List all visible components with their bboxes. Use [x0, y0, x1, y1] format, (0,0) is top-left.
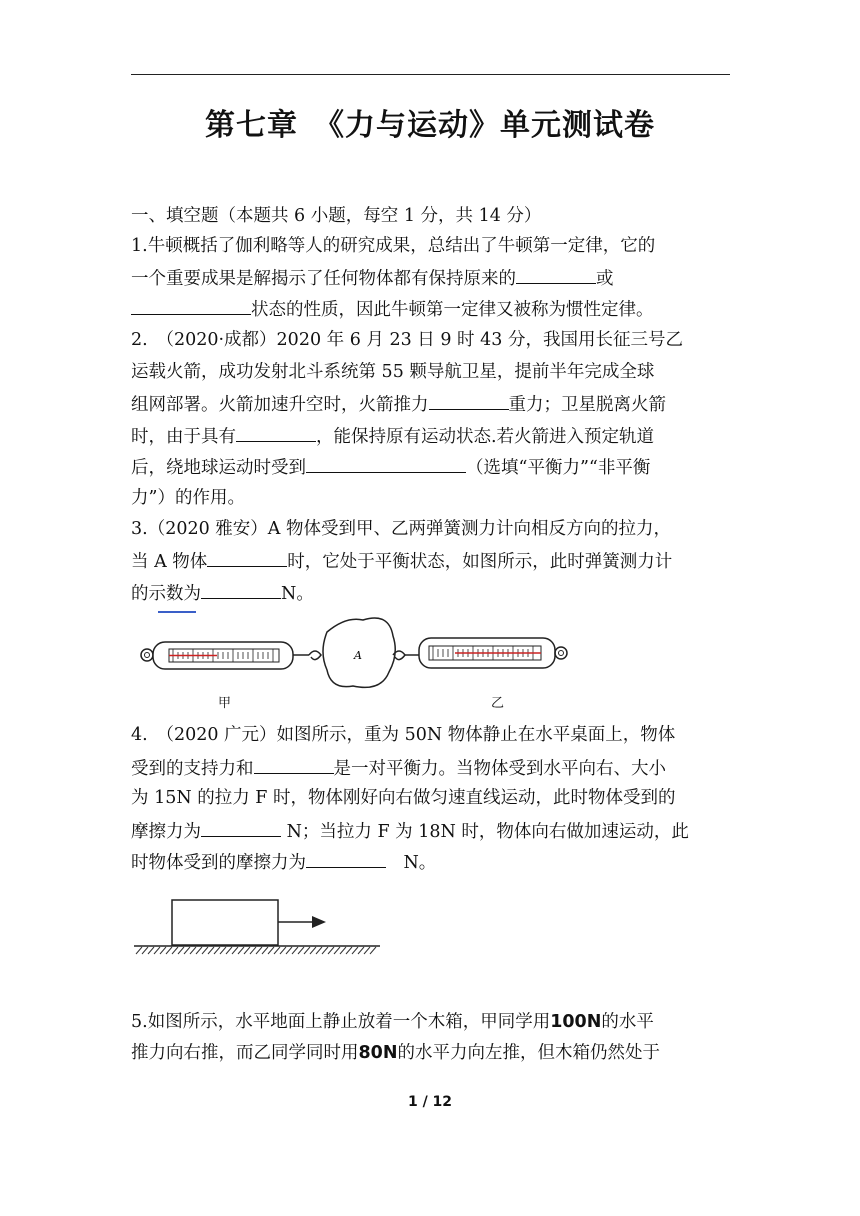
object-a-label: A — [354, 649, 362, 662]
q4-line-1: 4. （2020 广元）如图所示，重为 50N 物体静止在水平桌面上，物体 — [131, 725, 676, 745]
q4-blank-1[interactable] — [254, 755, 334, 774]
q4-text-4b: N；当拉力 F 为 18N 时，物体向右做加速运动，此 — [281, 822, 689, 842]
page-number: 1 / 12 — [407, 1094, 453, 1110]
right-ring — [555, 647, 567, 659]
q5-text-1c: 的水平 — [601, 1012, 654, 1032]
q4-text-5a: 时物体受到的摩擦力为 — [131, 853, 306, 873]
q3-text-3a: 的示数为 — [131, 584, 201, 604]
q2-text-4a: 时，由于具有 — [131, 427, 236, 447]
section-heading: 一、填空题（本题共 6 小题，每空 1 分，共 14 分） — [131, 206, 542, 226]
q2-line-4 — [131, 423, 654, 449]
spring-scale-figure — [131, 612, 581, 692]
q3-line-3 — [131, 580, 314, 606]
page-title: 第七章 《力与运动》单元测试卷 — [205, 108, 655, 143]
q2-line-1: 2. （2020·成都）2020 年 6 月 23 日 9 时 43 分，我国用长征三号乙 — [131, 330, 683, 350]
ground-hatching — [136, 947, 376, 954]
q3-blank-1[interactable] — [207, 548, 287, 567]
q5-text-2c: 的水平力向左推，但木箱仍然处于 — [397, 1043, 660, 1063]
q2-line-2: 运载火箭，成功发射北斗系统第 55 颗导航卫星，提前半年完成全球 — [131, 362, 655, 382]
q4-text-2b: 是一对平衡力。当物体受到水平向右、大小 — [333, 759, 666, 779]
block — [172, 900, 278, 945]
q3-line-2 — [131, 548, 672, 574]
q1-line-3 — [131, 296, 654, 322]
q1-blank-2[interactable] — [131, 296, 251, 315]
header-rule — [131, 74, 730, 75]
q4-blank-3[interactable] — [306, 849, 386, 868]
left-ring — [141, 649, 153, 661]
q5-force-80n: 80N — [358, 1043, 398, 1063]
q4-blank-2[interactable] — [201, 818, 281, 837]
arrow-head — [312, 916, 326, 928]
q1-line-2 — [131, 265, 614, 291]
caption-jia: 甲 — [218, 696, 232, 711]
q1-text-3: 状态的性质，因此牛顿第一定律又被称为惯性定律。 — [251, 300, 654, 320]
q2-line-3 — [131, 391, 666, 417]
q4-line-2 — [131, 755, 666, 781]
q1-line-1: 1.牛顿概括了伽利略等人的研究成果，总结出了牛顿第一定律，它的 — [131, 236, 656, 256]
q2-text-5b: （选填“平衡力”“非平衡 — [466, 458, 651, 478]
q2-blank-3[interactable] — [306, 454, 466, 473]
q2-line-5 — [131, 454, 650, 480]
left-hook — [309, 651, 321, 660]
q4-text-5b: N。 — [386, 853, 437, 873]
q5-text-2a: 推力向右推，而乙同学同时用 — [131, 1043, 359, 1063]
q1-text-2a: 一个重要成果是解揭示了任何物体都有保持原来的 — [131, 269, 516, 289]
q4-line-3: 为 15N 的拉力 F 时，物体刚好向右做匀速直线运动，此时物体受到的 — [131, 788, 676, 808]
block-force-figure — [134, 896, 384, 962]
q4-line-5 — [131, 849, 436, 875]
q1-text-2b: 或 — [596, 269, 614, 289]
q4-text-2a: 受到的支持力和 — [131, 759, 254, 779]
q2-text-3b: 重力；卫星脱离火箭 — [508, 395, 666, 415]
q3-text-2a: 当 A 物体 — [131, 552, 208, 572]
q4-line-4 — [131, 818, 689, 844]
q2-text-5a: 后，绕地球运动时受到 — [131, 458, 306, 478]
q5-line-1 — [131, 1010, 654, 1034]
q5-text-1a: 5.如图所示，水平地面上静止放着一个木箱，甲同学用 — [131, 1012, 551, 1032]
q1-blank-1[interactable] — [516, 265, 596, 284]
q3-blank-2[interactable] — [201, 580, 281, 599]
q5-force-100n: 100N — [550, 1012, 602, 1032]
q2-blank-2[interactable] — [236, 423, 316, 442]
q5-line-2 — [131, 1041, 660, 1065]
q2-text-4b: ，能保持原有运动状态.若火箭进入预定轨道 — [316, 427, 655, 447]
q2-text-3a: 组网部署。火箭加速升空时，火箭推力 — [131, 395, 429, 415]
q3-line-1: 3.（2020 雅安）A 物体受到甲、乙两弹簧测力计向相反方向的拉力， — [131, 519, 671, 539]
q3-text-2b: 时，它处于平衡状态，如图所示，此时弹簧测力计 — [287, 552, 673, 572]
q4-text-4a: 摩擦力为 — [131, 822, 201, 842]
q2-blank-1[interactable] — [429, 391, 509, 410]
q3-text-3b: N。 — [281, 584, 314, 604]
caption-yi: 乙 — [491, 696, 505, 711]
q2-line-6: 力”）的作用。 — [131, 488, 245, 508]
